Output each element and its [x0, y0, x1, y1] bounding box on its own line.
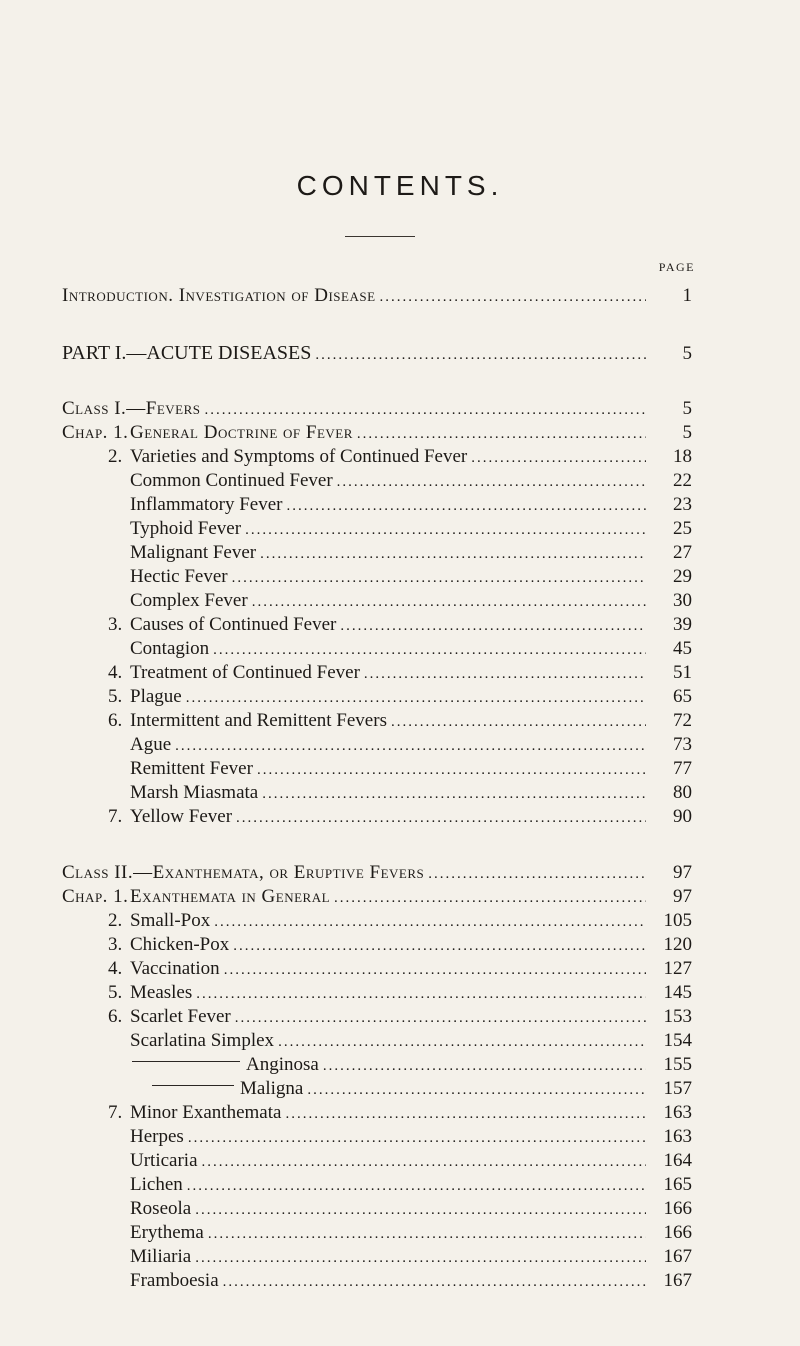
toc-entry — [132, 1054, 692, 1078]
dot-leader — [245, 522, 646, 539]
toc-entry-title — [130, 1222, 204, 1244]
dot-leader — [252, 594, 646, 611]
toc-entry — [62, 862, 692, 886]
toc-entry — [108, 910, 692, 934]
dot-leader — [340, 618, 646, 635]
toc-entry-label: PART I.—ACUTE DISEASES — [62, 342, 312, 364]
toc-entry-page: 97 — [673, 886, 692, 907]
dot-leader — [202, 1154, 646, 1171]
toc-entry-label: Urticaria — [130, 1150, 198, 1171]
toc-entry-title — [130, 734, 171, 756]
toc-entry — [130, 542, 692, 566]
toc-entry-label: Causes of Continued Fever — [130, 614, 337, 635]
toc-entry-page: 23 — [673, 494, 692, 515]
toc-entry-number: 4. — [108, 662, 123, 683]
toc-entry-title — [130, 542, 256, 564]
toc-entry-page: 153 — [663, 1006, 692, 1027]
dot-leader — [232, 570, 646, 587]
toc-entry-page: 65 — [673, 686, 692, 707]
toc-entry-title — [108, 710, 387, 732]
toc-entry-title — [62, 285, 376, 307]
toc-entry-page: 1 — [682, 285, 692, 306]
toc-entry — [130, 470, 692, 494]
toc-entry-label: Yellow Fever — [130, 806, 233, 827]
toc-entry-number: Chap. 1. — [62, 422, 129, 443]
toc-entry-label: General Doctrine of Fever — [130, 422, 353, 443]
toc-entry — [130, 1174, 692, 1198]
toc-entry — [108, 446, 692, 470]
dot-leader — [214, 914, 646, 931]
toc-entry-title — [130, 782, 258, 804]
toc-entry-number: 5. — [108, 982, 123, 1003]
toc-entry-page: 120 — [663, 934, 692, 955]
toc-entry-label: Scarlatina Simplex — [130, 1030, 275, 1051]
toc-entry-label: Lichen — [130, 1174, 183, 1195]
toc-entry-label: Herpes — [130, 1126, 184, 1147]
toc-entry — [130, 734, 692, 758]
toc-entry-label: Inflammatory Fever — [130, 494, 283, 515]
toc-entry-label: Erythema — [130, 1222, 204, 1243]
dot-leader — [307, 1082, 646, 1099]
toc-entry-label: Miliaria — [130, 1246, 192, 1267]
toc-entry-number: 7. — [108, 1102, 123, 1123]
toc-entry-number: 3. — [108, 934, 123, 955]
toc-entry-page: 165 — [663, 1174, 692, 1195]
toc-entry-page: 154 — [663, 1030, 692, 1051]
toc-entry-title — [108, 982, 192, 1004]
toc-entry-title — [130, 1270, 219, 1292]
toc-entry-page: 73 — [673, 734, 692, 755]
toc-entry-title — [130, 1150, 198, 1172]
toc-entry-page: 97 — [673, 862, 692, 883]
toc-entry-label: Contagion — [130, 638, 210, 659]
toc-entry-number: Chap. 1. — [62, 886, 129, 907]
toc-entry — [130, 494, 692, 518]
toc-entry — [130, 1150, 692, 1174]
toc-entry-page: 39 — [673, 614, 692, 635]
toc-entry-number: 2. — [108, 910, 123, 931]
toc-entry — [62, 886, 692, 910]
dot-leader — [196, 986, 646, 1003]
toc-entry — [108, 710, 692, 734]
ditto-dash — [152, 1085, 234, 1086]
toc-entry-title — [130, 518, 241, 540]
toc-entry-number: 7. — [108, 806, 123, 827]
dot-leader — [233, 938, 646, 955]
dot-leader — [205, 402, 646, 419]
toc-entry-page: 145 — [663, 982, 692, 1003]
toc-entry-number: 4. — [108, 958, 123, 979]
toc-entry-page: 80 — [673, 782, 692, 803]
toc-entry-page: 166 — [663, 1222, 692, 1243]
toc-entry-label: Minor Exanthemata — [130, 1102, 282, 1123]
toc-entry-title — [108, 614, 336, 636]
toc-entry-title — [130, 566, 228, 588]
toc-entry-title — [62, 886, 330, 908]
toc-entry-label: Intermittent and Remittent Fevers — [130, 710, 387, 731]
toc-entry-title — [108, 1006, 231, 1028]
toc-entry-label: Measles — [130, 982, 193, 1003]
toc-entry-label: Framboesia — [130, 1270, 219, 1291]
dot-leader — [391, 714, 646, 731]
toc-entry-title — [132, 1054, 319, 1076]
toc-entry-page: 105 — [663, 910, 692, 931]
toc-entry-title — [108, 806, 232, 828]
toc-entry-page: 22 — [673, 470, 692, 491]
dot-leader — [334, 890, 646, 907]
toc-entry-title — [130, 1126, 184, 1148]
toc-entry-title — [130, 1030, 274, 1052]
toc-entry-title — [152, 1078, 303, 1100]
toc-entry-label: Treatment of Continued Fever — [130, 662, 360, 683]
dot-leader — [188, 1130, 646, 1147]
toc-entry — [130, 518, 692, 542]
toc-entry — [130, 1030, 692, 1054]
toc-entry — [130, 782, 692, 806]
toc-entry-number: 2. — [108, 446, 123, 467]
toc-entry-title — [130, 1198, 191, 1220]
toc-entry-number: 3. — [108, 614, 123, 635]
toc-entry-title — [108, 662, 360, 684]
toc-entry-page: 163 — [663, 1126, 692, 1147]
toc-entry — [130, 1270, 692, 1294]
toc-entry-number: 5. — [108, 686, 123, 707]
toc-entry-title — [130, 1174, 183, 1196]
dot-leader — [357, 426, 646, 443]
toc-entry-page: 30 — [673, 590, 692, 611]
dot-leader — [323, 1058, 646, 1075]
toc-entry-page: 166 — [663, 1198, 692, 1219]
toc-entry-page: 5 — [682, 398, 692, 419]
toc-entry — [130, 1222, 692, 1246]
toc-entry-page: 127 — [663, 958, 692, 979]
toc-entry — [130, 590, 692, 614]
dot-leader — [175, 738, 646, 755]
toc-entry-label: Typhoid Fever — [130, 518, 242, 539]
dot-leader — [262, 786, 646, 803]
toc-entry-label: Malignant Fever — [130, 542, 257, 563]
dot-leader — [213, 642, 646, 659]
dot-leader — [337, 474, 646, 491]
toc-entry — [108, 806, 692, 830]
toc-entry — [130, 1126, 692, 1150]
dot-leader — [235, 1010, 646, 1027]
toc-entry — [108, 614, 692, 638]
toc-entry — [130, 1246, 692, 1270]
page-column-heading: PAGE — [658, 260, 695, 274]
toc-entry-number: 6. — [108, 1006, 123, 1027]
toc-entry-title — [62, 422, 353, 444]
toc-entry-title — [108, 958, 220, 980]
toc-entry-label: Exanthemata in General — [130, 886, 331, 907]
toc-entry-title — [62, 342, 311, 365]
toc-entry-label: Class II.—Exanthemata, or Eruptive Fevers — [62, 862, 425, 883]
toc-entry — [130, 638, 692, 662]
dot-leader — [236, 810, 646, 827]
dot-leader — [195, 1250, 646, 1267]
toc-entry — [108, 982, 692, 1006]
toc-entry-label: Varieties and Symptoms of Continued Fever — [130, 446, 468, 467]
toc-entry-page: 25 — [673, 518, 692, 539]
toc-entry-label: Vaccination — [130, 958, 220, 979]
dot-leader — [471, 450, 646, 467]
toc-entry-label: Ague — [130, 734, 172, 755]
toc-entry-label: Plague — [130, 686, 182, 707]
toc-entry-label: Marsh Miasmata — [130, 782, 259, 803]
toc-entry-page: 45 — [673, 638, 692, 659]
toc-entry-page: 167 — [663, 1270, 692, 1291]
toc-entry-label: Small-Pox — [130, 910, 211, 931]
dot-leader — [208, 1226, 646, 1243]
dot-leader — [224, 962, 646, 979]
toc-entry-title — [108, 686, 182, 708]
toc-entry-title — [130, 1246, 191, 1268]
toc-entry — [62, 285, 692, 309]
toc-entry-label: Remittent Fever — [130, 758, 253, 779]
toc-entry — [130, 758, 692, 782]
toc-entry — [130, 1198, 692, 1222]
toc-entry-title — [108, 1102, 281, 1124]
toc-entry-page: 18 — [673, 446, 692, 467]
toc-entry-page: 163 — [663, 1102, 692, 1123]
toc-entry-page: 155 — [663, 1054, 692, 1075]
toc-entry-page: 72 — [673, 710, 692, 731]
page-title: CONTENTS. — [296, 170, 504, 201]
dot-leader — [195, 1202, 646, 1219]
toc-entry — [108, 1006, 692, 1030]
dot-leader — [260, 546, 646, 563]
toc-entry-label: Class I.—Fevers — [62, 398, 201, 419]
toc-entry — [108, 1102, 692, 1126]
toc-entry-page: 157 — [663, 1078, 692, 1099]
dot-leader — [286, 498, 646, 515]
ditto-dash — [132, 1061, 240, 1062]
toc-entry-title — [130, 590, 248, 612]
toc-entry-page: 77 — [673, 758, 692, 779]
toc-entry-title — [130, 470, 333, 492]
toc-entry-title — [130, 758, 253, 780]
toc-entry-title — [130, 638, 209, 660]
toc-entry-title — [62, 862, 424, 884]
toc-entry-label: Chicken-Pox — [130, 934, 230, 955]
toc-entry-label: Scarlet Fever — [130, 1006, 231, 1027]
dot-leader — [364, 666, 646, 683]
dot-leader — [223, 1274, 646, 1291]
dot-leader — [285, 1106, 646, 1123]
toc-entry — [108, 958, 692, 982]
toc-entry-label: Hectic Fever — [130, 566, 228, 587]
toc-entry-page: 27 — [673, 542, 692, 563]
toc-entry-page: 167 — [663, 1246, 692, 1267]
dot-leader — [278, 1034, 646, 1051]
toc-entry-page: 90 — [673, 806, 692, 827]
toc-entry-page: 164 — [663, 1150, 692, 1171]
toc-entry-label: Anginosa — [246, 1054, 319, 1075]
title-rule — [345, 236, 415, 237]
dot-leader — [315, 347, 646, 364]
toc-entry-title — [108, 910, 210, 932]
toc-entry-label: Introduction. Investigation of Disease — [62, 285, 376, 306]
toc-entry — [108, 934, 692, 958]
toc-entry — [130, 566, 692, 590]
toc-entry — [62, 342, 692, 366]
toc-entry — [152, 1078, 692, 1102]
toc-entry-page: 5 — [682, 422, 692, 443]
toc-entry — [108, 686, 692, 710]
toc-entry-page: 5 — [682, 343, 692, 364]
toc-entry-label: Maligna — [240, 1078, 304, 1099]
toc-entry-label: Common Continued Fever — [130, 470, 333, 491]
toc-entry — [62, 398, 692, 422]
toc-entry — [62, 422, 692, 446]
toc-entry-title — [62, 398, 201, 420]
toc-entry-title — [130, 494, 282, 516]
toc-entry-number: 6. — [108, 710, 123, 731]
toc-entry-title — [108, 934, 229, 956]
toc-entry — [108, 662, 692, 686]
dot-leader — [257, 762, 646, 779]
toc-entry-page: 29 — [673, 566, 692, 587]
toc-entry-title — [108, 446, 467, 468]
dot-leader — [187, 1178, 646, 1195]
dot-leader — [380, 289, 646, 306]
toc-entry-label: Complex Fever — [130, 590, 248, 611]
dot-leader — [428, 866, 646, 883]
dot-leader — [186, 690, 646, 707]
toc-entry-label: Roseola — [130, 1198, 192, 1219]
toc-entry-page: 51 — [673, 662, 692, 683]
